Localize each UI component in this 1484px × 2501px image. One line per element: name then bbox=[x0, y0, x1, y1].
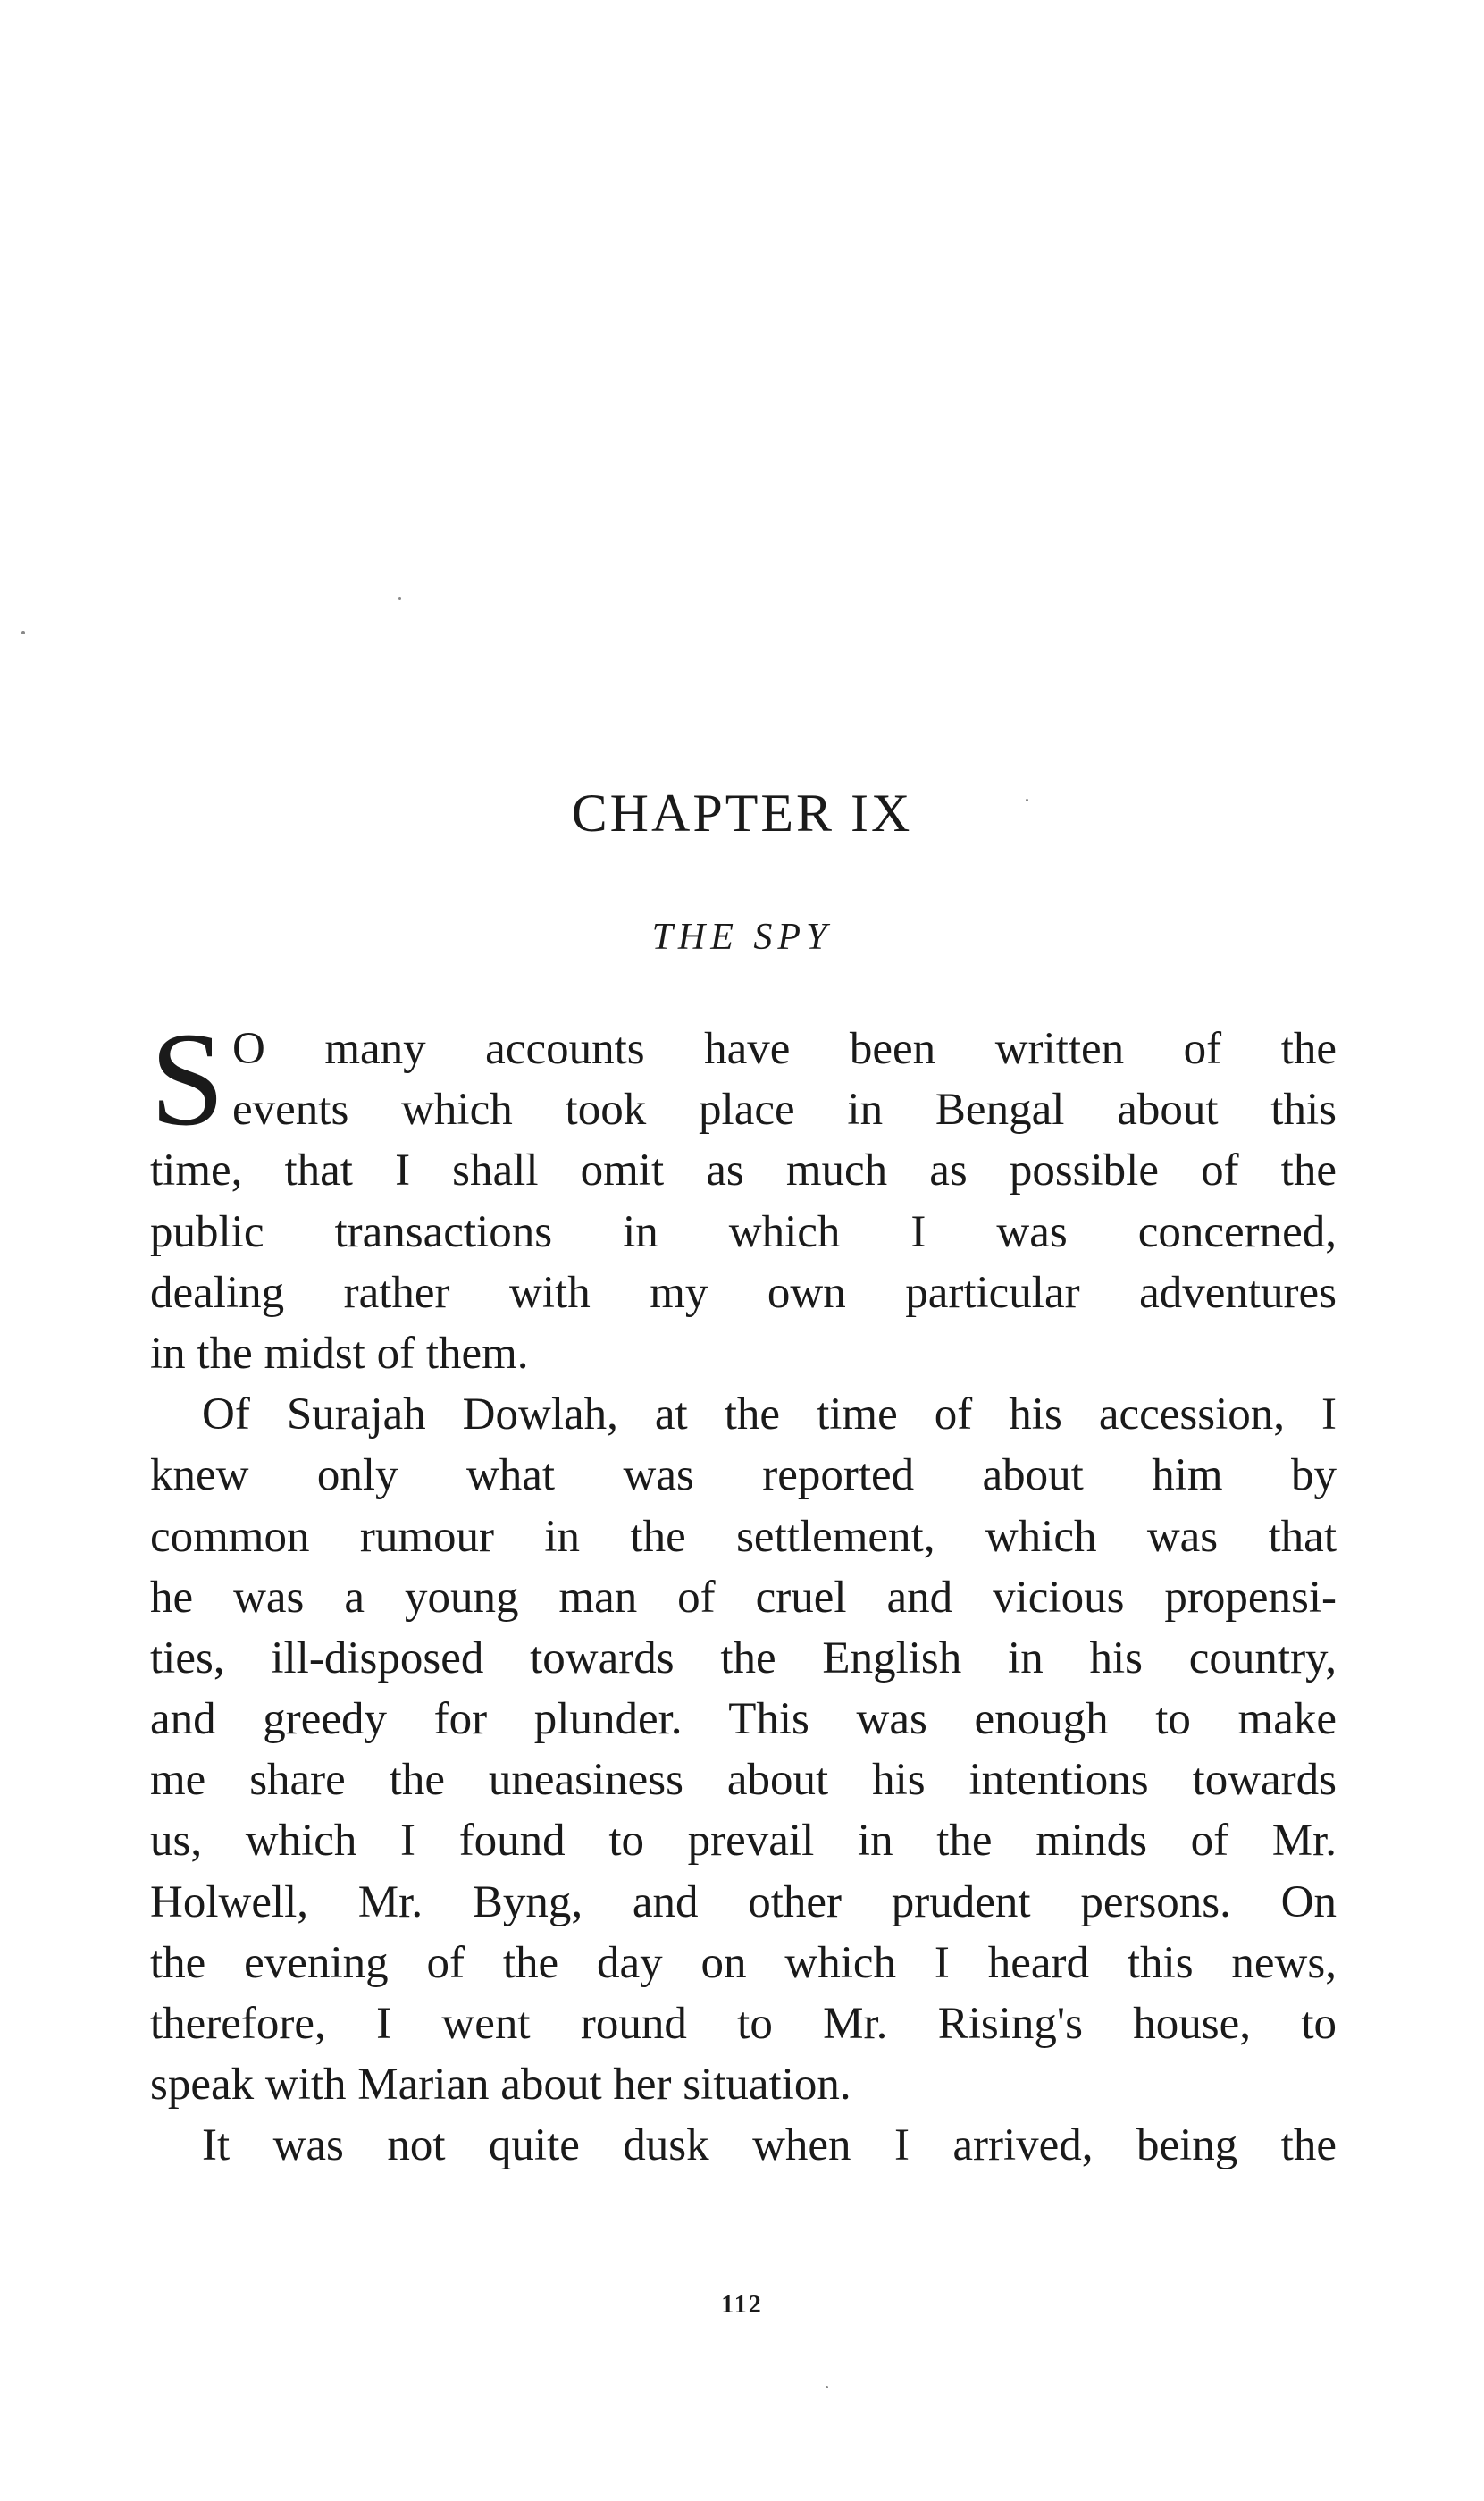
chapter-heading: CHAPTER IX bbox=[571, 784, 913, 843]
text-line: me share the uneasiness about his intentions towards bbox=[150, 1755, 1337, 1806]
text-line: therefore, I went round to Mr. Rising's house, to bbox=[150, 1999, 1337, 2049]
text-line: events which took place in Bengal about this bbox=[232, 1085, 1337, 1136]
text-line: in the midst of them. bbox=[150, 1328, 529, 1379]
text-line: knew only what was reported about him by bbox=[150, 1450, 1337, 1501]
text-line: common rumour in the settlement, which was that bbox=[150, 1511, 1337, 1562]
chapter-subtitle: THE SPY bbox=[651, 917, 833, 958]
text-line: It was not quite dusk when I arrived, being the bbox=[202, 2120, 1337, 2171]
page-number: 112 bbox=[721, 2291, 763, 2319]
paragraph-2 bbox=[150, 1384, 1337, 2115]
text-line: O many accounts have been written of the bbox=[232, 1024, 1337, 1074]
text-line: Holwell, Mr. Byng, and other prudent persons. On bbox=[150, 1876, 1337, 1927]
print-speck bbox=[826, 2386, 828, 2388]
text-line: he was a young man of cruel and vicious propensi- bbox=[150, 1572, 1337, 1623]
text-line: us, which I found to prevail in the minds of Mr. bbox=[150, 1816, 1337, 1867]
text-line: speak with Marian about her situation. bbox=[150, 2060, 851, 2111]
text-line: ties, ill-disposed towards the English in his country, bbox=[150, 1632, 1337, 1683]
paragraph-1 bbox=[150, 1005, 1337, 1384]
text-line: Of Surajah Dowlah, at the time of his accession, I bbox=[202, 1389, 1337, 1440]
paragraph-3 bbox=[150, 2115, 1337, 2176]
print-speck bbox=[21, 631, 25, 634]
text-line: public transactions in which I was concerned, bbox=[150, 1206, 1337, 1257]
body-text bbox=[150, 1005, 1337, 2177]
text-line: the evening of the day on which I heard this news, bbox=[150, 1937, 1337, 1988]
print-speck bbox=[398, 597, 401, 600]
drop-cap: S bbox=[150, 1005, 225, 1154]
text-line: time, that I shall omit as much as possible of the bbox=[150, 1146, 1337, 1196]
text-line: and greedy for plunder. This was enough to make bbox=[150, 1694, 1337, 1745]
text-line: dealing rather with my own particular adventures bbox=[150, 1267, 1337, 1318]
